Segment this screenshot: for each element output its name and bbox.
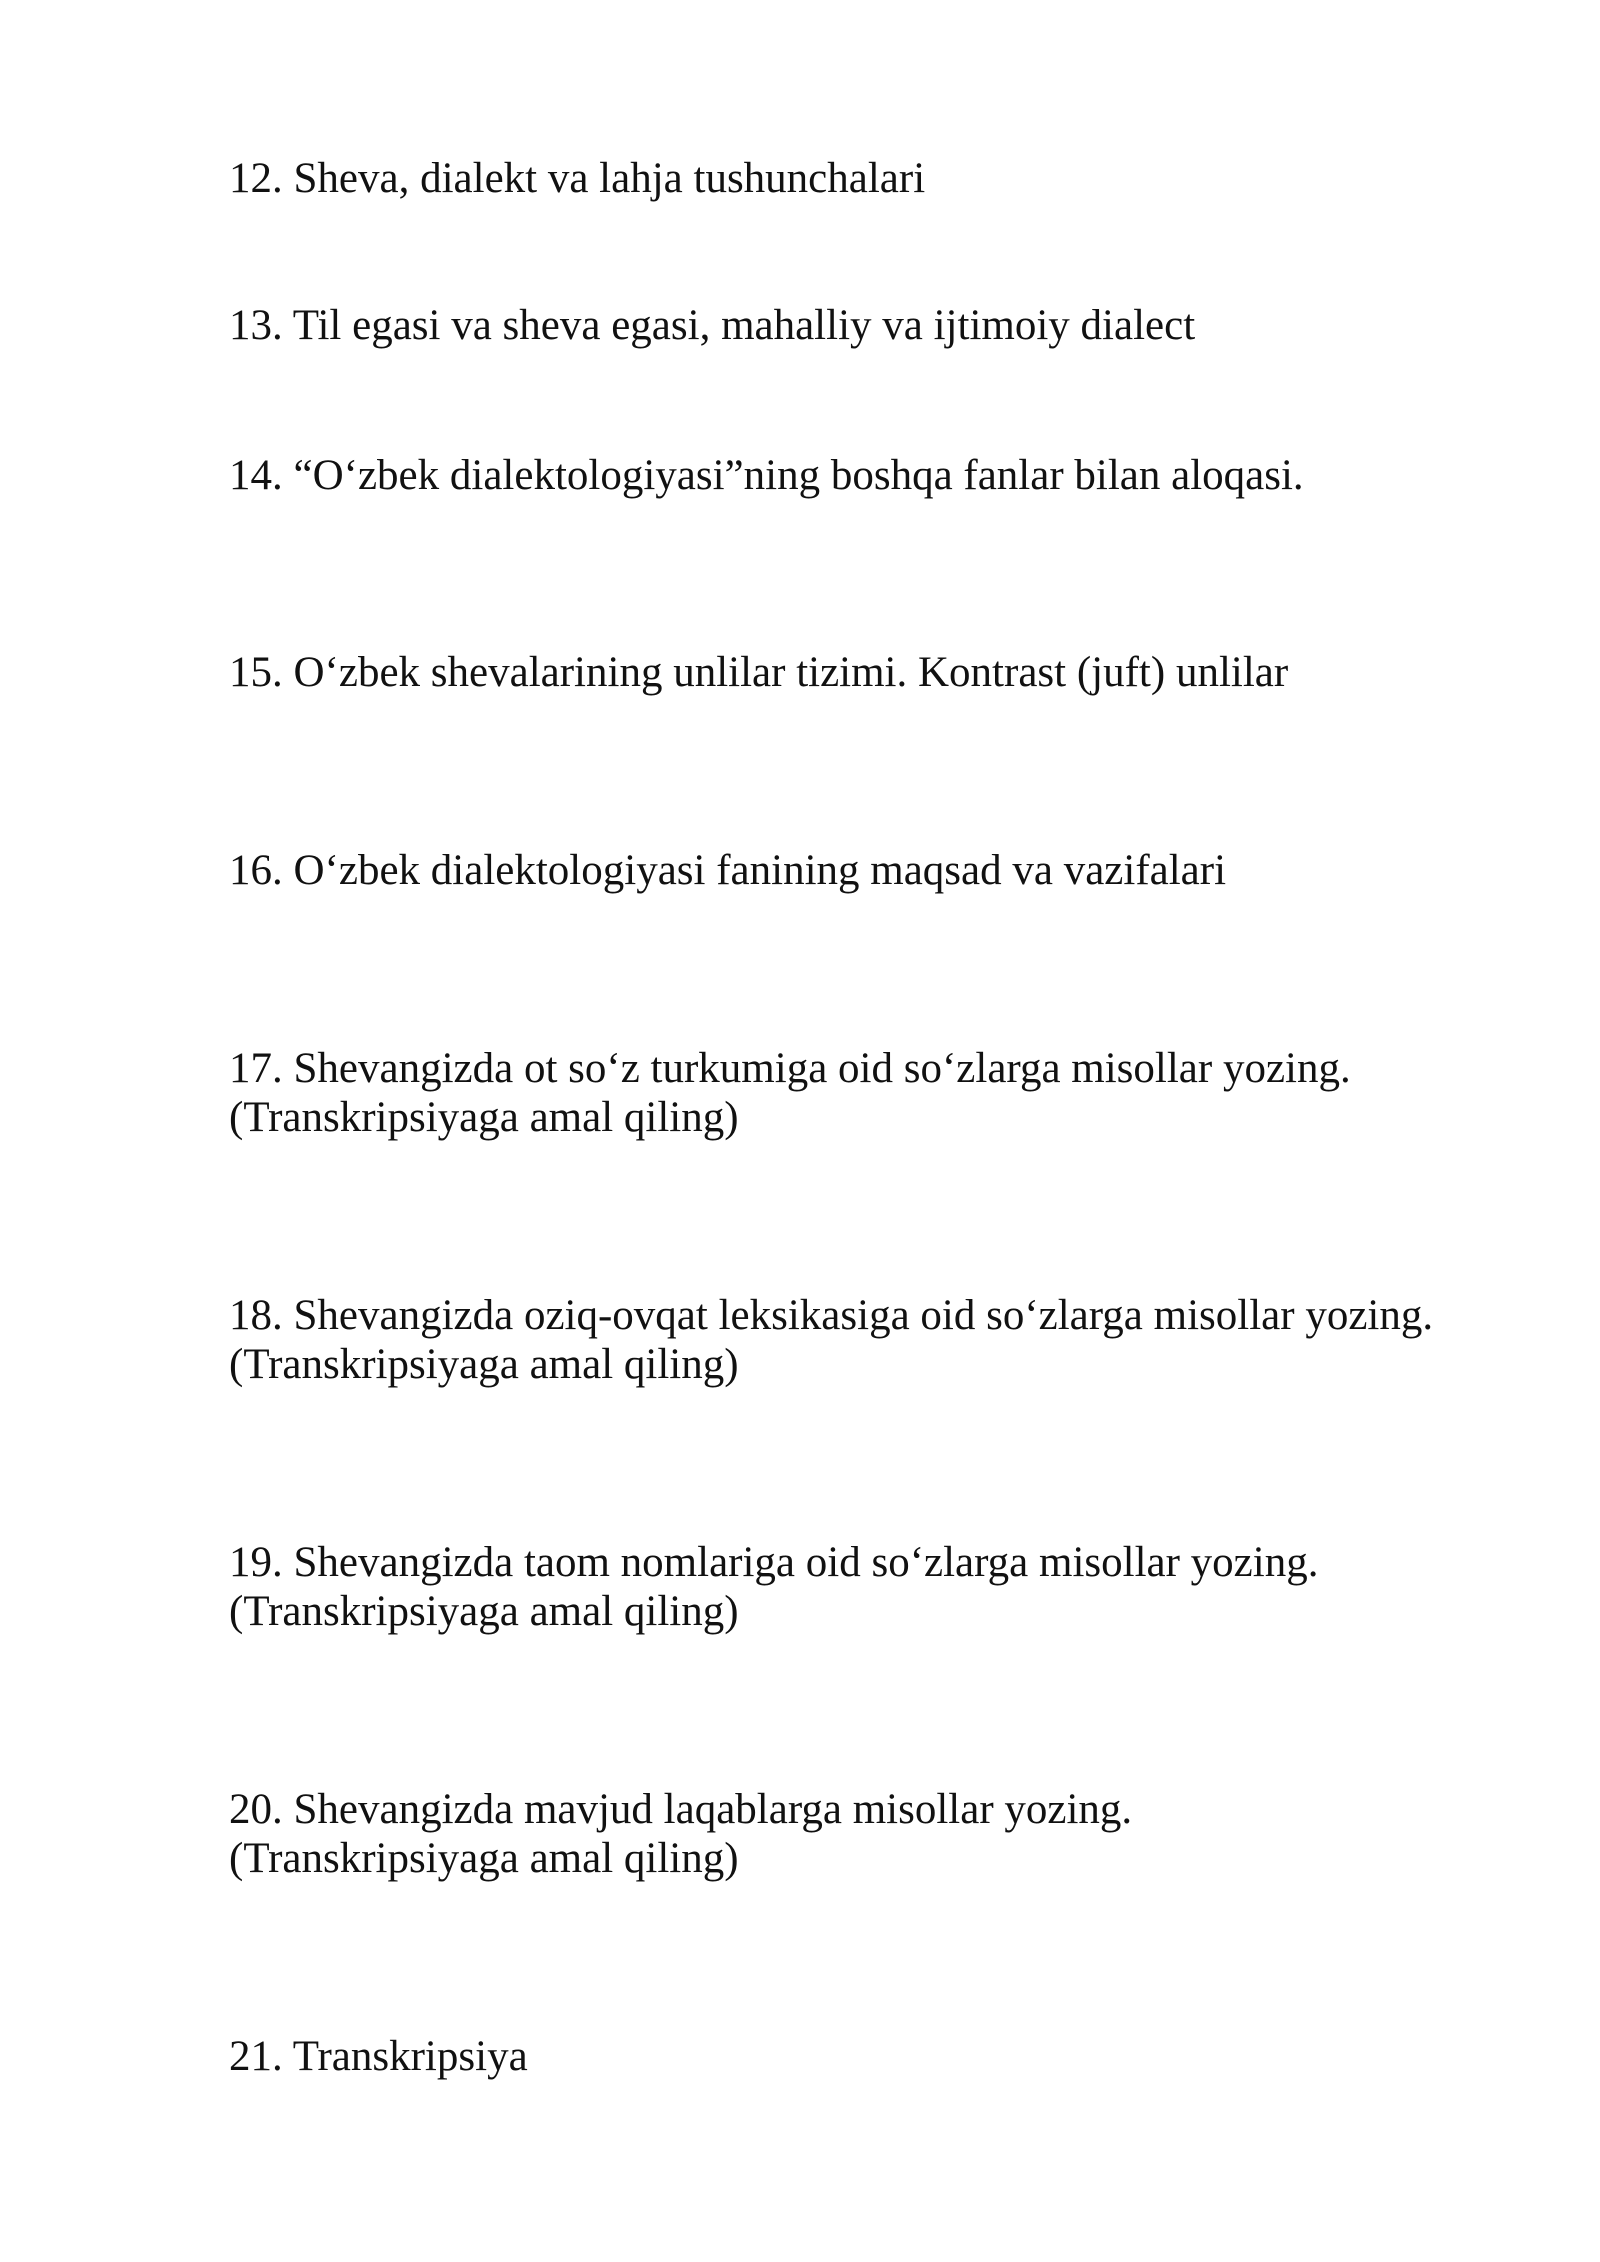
question-13-text: 13. Til egasi va sheva egasi, mahalliy va ijtimoiy dialect <box>229 302 1196 349</box>
question-21 <box>229 2032 1529 2081</box>
question-13 <box>229 301 1529 350</box>
question-20-text: 20. Shevangizda mavjud laqablarga misollar yozing. <box>229 1786 1133 1833</box>
question-18-note: (Transkripsiyaga amal qiling) <box>229 1341 739 1388</box>
question-21-text: 21. Transkripsiya <box>229 2033 528 2080</box>
question-17-note: (Transkripsiyaga amal qiling) <box>229 1094 739 1141</box>
question-14 <box>229 451 1529 500</box>
question-16 <box>229 846 1529 895</box>
question-15-text: 15. O‘zbek shevalarining unlilar tizimi. Kontrast (juft) unlilar <box>229 649 1289 696</box>
question-20 <box>229 1785 1529 1883</box>
question-17-text: 17. Shevangizda ot so‘z turkumiga oid so‘zlarga misollar yozing. <box>229 1045 1351 1092</box>
question-18-text: 18. Shevangizda oziq-ovqat leksikasiga oid so‘zlarga misollar yozing. <box>229 1292 1434 1339</box>
question-17 <box>229 1044 1529 1142</box>
question-15 <box>229 648 1529 697</box>
question-19-note: (Transkripsiyaga amal qiling) <box>229 1588 739 1635</box>
question-16-text: 16. O‘zbek dialektologiyasi fanining maqsad va vazifalari <box>229 847 1227 894</box>
question-19 <box>229 1538 1529 1636</box>
question-12-text: 12. Sheva, dialekt va lahja tushunchalari <box>229 155 926 202</box>
question-20-note: (Transkripsiyaga amal qiling) <box>229 1835 739 1882</box>
question-19-text: 19. Shevangizda taom nomlariga oid so‘zlarga misollar yozing. <box>229 1539 1319 1586</box>
question-18 <box>229 1291 1529 1389</box>
question-12 <box>229 154 1529 203</box>
question-14-text: 14. “O‘zbek dialektologiyasi”ning boshqa fanlar bilan aloqasi. <box>229 452 1304 499</box>
